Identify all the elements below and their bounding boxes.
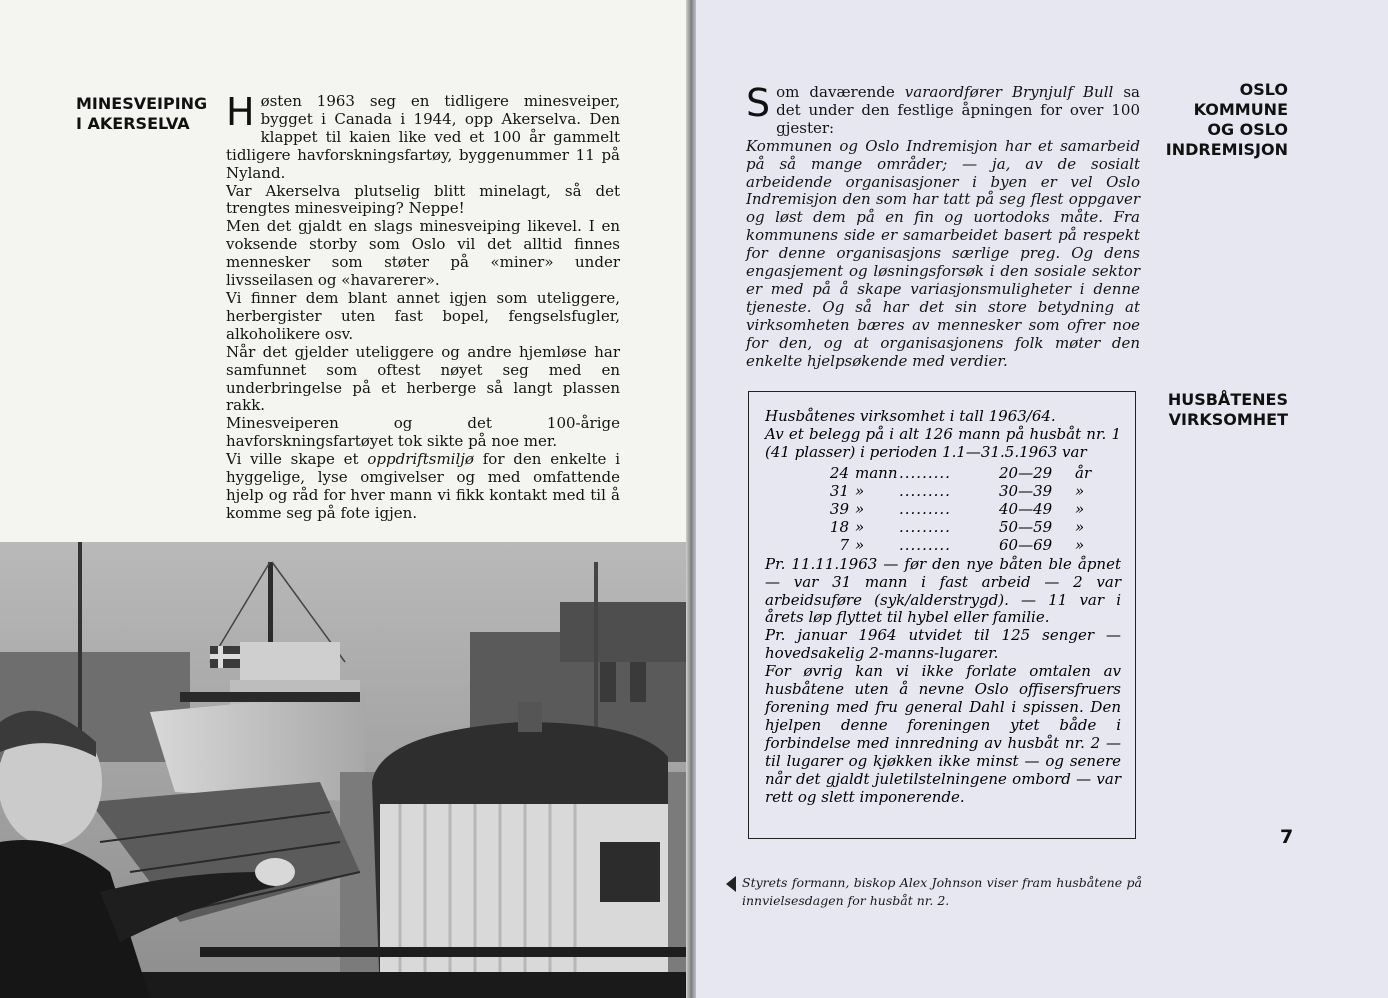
age-range: 20—29 (999, 463, 1053, 482)
right-intro-italic: varaordfører Brynjulf Bull (904, 83, 1114, 101)
age-count: 39 (829, 499, 849, 518)
age-suffix: » (1075, 535, 1085, 554)
age-range: 40—49 (999, 499, 1053, 518)
stat-intro: Av et belegg på i alt 126 mann på husbåt nr. 1 (41 plasser) i perioden 1.1—31.5.1963 var (765, 424, 1121, 461)
left-article (226, 90, 621, 523)
table-row (803, 536, 1091, 554)
age-distribution-table (803, 464, 1091, 554)
right-heading-1-line-1: OSLO (1239, 80, 1288, 99)
right-heading-1-line-3: OG OSLO (1207, 120, 1288, 139)
left-heading-line-2: I AKERSELVA (76, 114, 190, 133)
dropcap-s: S (746, 81, 771, 125)
left-paragraph-1 (226, 90, 620, 183)
right-quote: Kommunen og Oslo Indremisjon har et samarbeid på så mange områder; — ja, av de sosialt arbeidende organisasjoner i byen er vel Oslo Indremisjon den som har tatt på seg flest oppgaver og løst dem på en fin og uortodoks måte. Fra kommunens side er samarbeidet basert på respekt for denne organisasjons særlige preg. Og dens engasjement og løsningsforsøk i den sosiale sektor er med på å skape variasjonsmuligheter i denne tjeneste. Og så har det sin store betydning at virksomheten bæres av mennesker som ofrer noe for den, og at organisasjonens folk møter den enkelte hjelpsøkende med verdier. (746, 136, 1140, 370)
table-row (803, 464, 1091, 482)
age-unit: » (855, 481, 865, 500)
right-article (746, 81, 1140, 371)
left-paragraph-7-after: for den enkelte i hyggelige, lyse omgivelser og med omfattende hjelp og råd for hver mann vi fikk kontakt med til å komme seg på fote igjen. (226, 450, 621, 522)
age-unit: » (855, 517, 865, 536)
stat-paragraph-3: For øvrig kan vi ikke forlate omtalen av husbåtene uten å nevne Oslo offisersfruers forening med fru general Dahl i spissen. Den hjelpen denne foreningen ytet både i forbindelse med innredning av husbåt nr. 2 — til lugarer og kjøkken ikke minst — og senere når det gjaldt juletilstelningene ombord — var rett og slett imponerende. (765, 662, 1121, 806)
right-heading-2-line-2: VIRKSOMHET (1168, 410, 1288, 429)
age-dots: ......... (899, 463, 951, 482)
left-paragraph-7-before: Vi ville skape et (226, 450, 368, 469)
age-range: 60—69 (999, 535, 1053, 554)
left-paragraph-3: Men det gjaldt en slags minesveiping likevel. I en voksende storby som Oslo vil det alltid finnes mennesker som støter på «miner» under livsseilasen og «havarerer». (226, 217, 620, 290)
table-row (803, 482, 1091, 500)
right-heading-1-line-2: KOMMUNE (1193, 100, 1288, 119)
left-paragraph-5: Når det gjelder uteliggere og andre hjemløse har samfunnet som oftest nøyet seg med en underbringelse på et herberge så langt plassen rakk. (226, 342, 620, 415)
caption-pointer-icon (726, 876, 736, 892)
left-paragraph-4: Vi finner dem blant annet igjen som uteliggere, herbergister uten fast bopel, fengselsfugler, alkoholikere osv. (226, 288, 620, 343)
table-row (803, 500, 1091, 518)
age-suffix: » (1075, 517, 1085, 536)
age-count: 18 (829, 517, 849, 536)
age-unit: mann (855, 463, 898, 482)
right-heading-husbatenes (1168, 390, 1288, 430)
right-intro-before: om daværende (776, 83, 905, 101)
age-unit: » (855, 499, 865, 518)
right-heading-oslo-kommune (1166, 80, 1288, 160)
photo-caption: Styrets formann, biskop Alex Johnson viser fram husbåtene på innvielsesdagen for husbåt nr. 2. (742, 875, 1142, 908)
age-suffix: » (1075, 499, 1085, 518)
left-heading (76, 94, 207, 134)
right-page (696, 0, 1388, 998)
stat-title: Husbåtenes virksomhet i tall 1963/64. (765, 407, 1056, 425)
right-intro-after: sa det under den festlige åpningen for over 100 gjester: (776, 83, 1140, 137)
statistics-box (748, 391, 1136, 839)
age-count: 7 (839, 535, 849, 554)
left-page (0, 0, 688, 998)
age-dots: ......... (899, 481, 951, 500)
table-row (803, 518, 1091, 536)
age-dots: ......... (899, 499, 951, 518)
left-paragraph-1-text: østen 1963 seg en tidligere minesveiper, bygget i Canada i 1944, opp Akerselva. Den klappet til kaien like ved et 100 år gammelt tidligere havforskningsfartøy, byggenummer 11 på Nyland. (226, 92, 620, 182)
page-number: 7 (1280, 826, 1294, 848)
dropcap-h: H (226, 90, 255, 134)
stat-paragraph-2: Pr. januar 1964 utvidet til 125 senger — hovedsakelig 2-manns-lugarer. (765, 626, 1121, 663)
houseboat-photo-illustration (0, 542, 688, 998)
age-count: 31 (829, 481, 849, 500)
left-paragraph-7-italic: oppdriftsmiljø (367, 450, 474, 469)
houseboat-photo (0, 542, 688, 998)
age-dots: ......... (899, 517, 951, 536)
left-paragraph-6: Minesveiperen og det 100-årige havforskningsfartøyet tok sikte på noe mer. (226, 414, 620, 451)
left-heading-line-1: MINESVEIPING (76, 94, 208, 113)
age-range: 30—39 (999, 481, 1053, 500)
stat-paragraph-1: Pr. 11.11.1963 — før den nye båten ble åpnet — var 31 mann i fast arbeid — 2 var arbeidsuføre (syk/alderstrygd). — 11 var i årets løp flyttet til hybel eller familie. (765, 554, 1121, 627)
right-heading-2-line-1: HUSBÅTENES (1167, 390, 1288, 409)
age-suffix: år (1075, 463, 1092, 482)
age-suffix: » (1075, 481, 1085, 500)
right-heading-1-line-4: INDREMISJON (1165, 140, 1288, 159)
right-intro (746, 81, 1140, 138)
left-paragraph-7 (226, 451, 620, 523)
age-dots: ......... (899, 535, 951, 554)
age-count: 24 (829, 463, 849, 482)
age-unit: » (855, 535, 865, 554)
left-paragraph-2: Var Akerselva plutselig blitt minelagt, så det trengtes minesveiping? Neppe! (226, 181, 620, 218)
age-range: 50—59 (999, 517, 1053, 536)
